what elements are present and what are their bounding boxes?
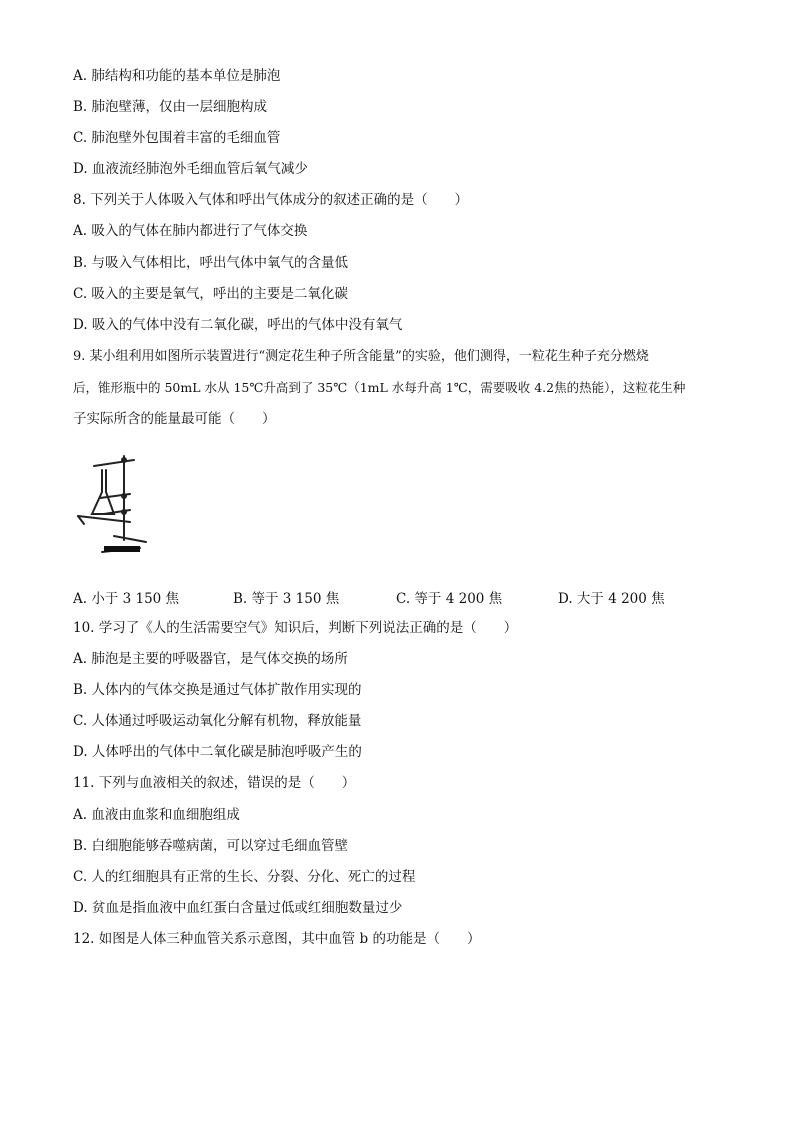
q9-options — [73, 587, 733, 607]
q10-option-c: C. 人体通过呼吸运动氧化分解有机物，释放能量 — [73, 713, 362, 729]
q9-option-d: D. 大于 4 200 焦 — [558, 591, 665, 607]
q9-option-c: C. 等于 4 200 焦 — [396, 591, 503, 607]
q11-option-d: D. 贫血是指血液中血红蛋白含量过低或红细胞数量过少 — [73, 900, 403, 916]
q8-option-a: A. 吸入的气体在肺内都进行了气体交换 — [73, 223, 308, 239]
q7-option-a: A. 肺结构和功能的基本单位是肺泡 — [73, 68, 281, 84]
q8-stem: 8. 下列关于人体吸入气体和呼出气体成分的叙述正确的是（ ） — [73, 192, 469, 208]
q11-option-c: C. 人的红细胞具有正常的生长、分裂、分化、死亡的过程 — [73, 869, 416, 885]
stand-base — [104, 546, 140, 552]
q9-stem-line-2: 后，锥形瓶中的 50mL 水从 15℃升高到了 35℃（1mL 水每升高 1℃，需要吸收 4.2焦的热能），这粒花生种 — [73, 380, 686, 395]
q8-option-d: D. 吸入的气体中没有二氧化碳，呼出的气体中没有氧气 — [73, 317, 403, 333]
q11-option-b: B. 白细胞能够吞噬病菌，可以穿过毛细血管壁 — [73, 838, 349, 854]
q9-stem-line-3: 子实际所含的能量最可能（ ） — [73, 411, 276, 427]
q10-option-b: B. 人体内的气体交换是通过气体扩散作用实现的 — [73, 682, 362, 698]
peanut-combustion-apparatus-figure — [74, 452, 156, 560]
q8-option-c: C. 吸入的主要是氧气，呼出的主要是二氧化碳 — [73, 286, 348, 302]
q11-option-a: A. 血液由血浆和血细胞组成 — [73, 807, 240, 823]
q9-option-b: B. 等于 3 150 焦 — [233, 591, 340, 607]
q7-option-b: B. 肺泡壁薄，仅由一层细胞构成 — [73, 99, 268, 115]
q7-option-c: C. 肺泡壁外包围着丰富的毛细血管 — [73, 130, 281, 146]
q7-option-d: D. 血液流经肺泡外毛细血管后氧气减少 — [73, 161, 308, 177]
q10-option-d: D. 人体呼出的气体中二氧化碳是肺泡呼吸产生的 — [73, 744, 362, 760]
q12-stem: 12. 如图是人体三种血管关系示意图，其中血管 b 的功能是（ ） — [73, 931, 481, 947]
q9-option-a: A. 小于 3 150 焦 — [73, 591, 180, 607]
q11-stem: 11. 下列与血液相关的叙述，错误的是（ ） — [73, 775, 356, 791]
q10-stem: 10. 学习了《人的生活需要空气》知识后，判断下列说法正确的是（ ） — [73, 620, 518, 636]
q10-option-a: A. 肺泡是主要的呼吸器官，是气体交换的场所 — [73, 651, 348, 667]
q9-stem-line-1: 9. 某小组利用如图所示装置进行“测定花生种子所含能量”的实验，他们测得，一粒花生种子充分燃烧 — [73, 349, 649, 364]
q8-option-b: B. 与吸入气体相比，呼出气体中氧气的含量低 — [73, 255, 349, 271]
